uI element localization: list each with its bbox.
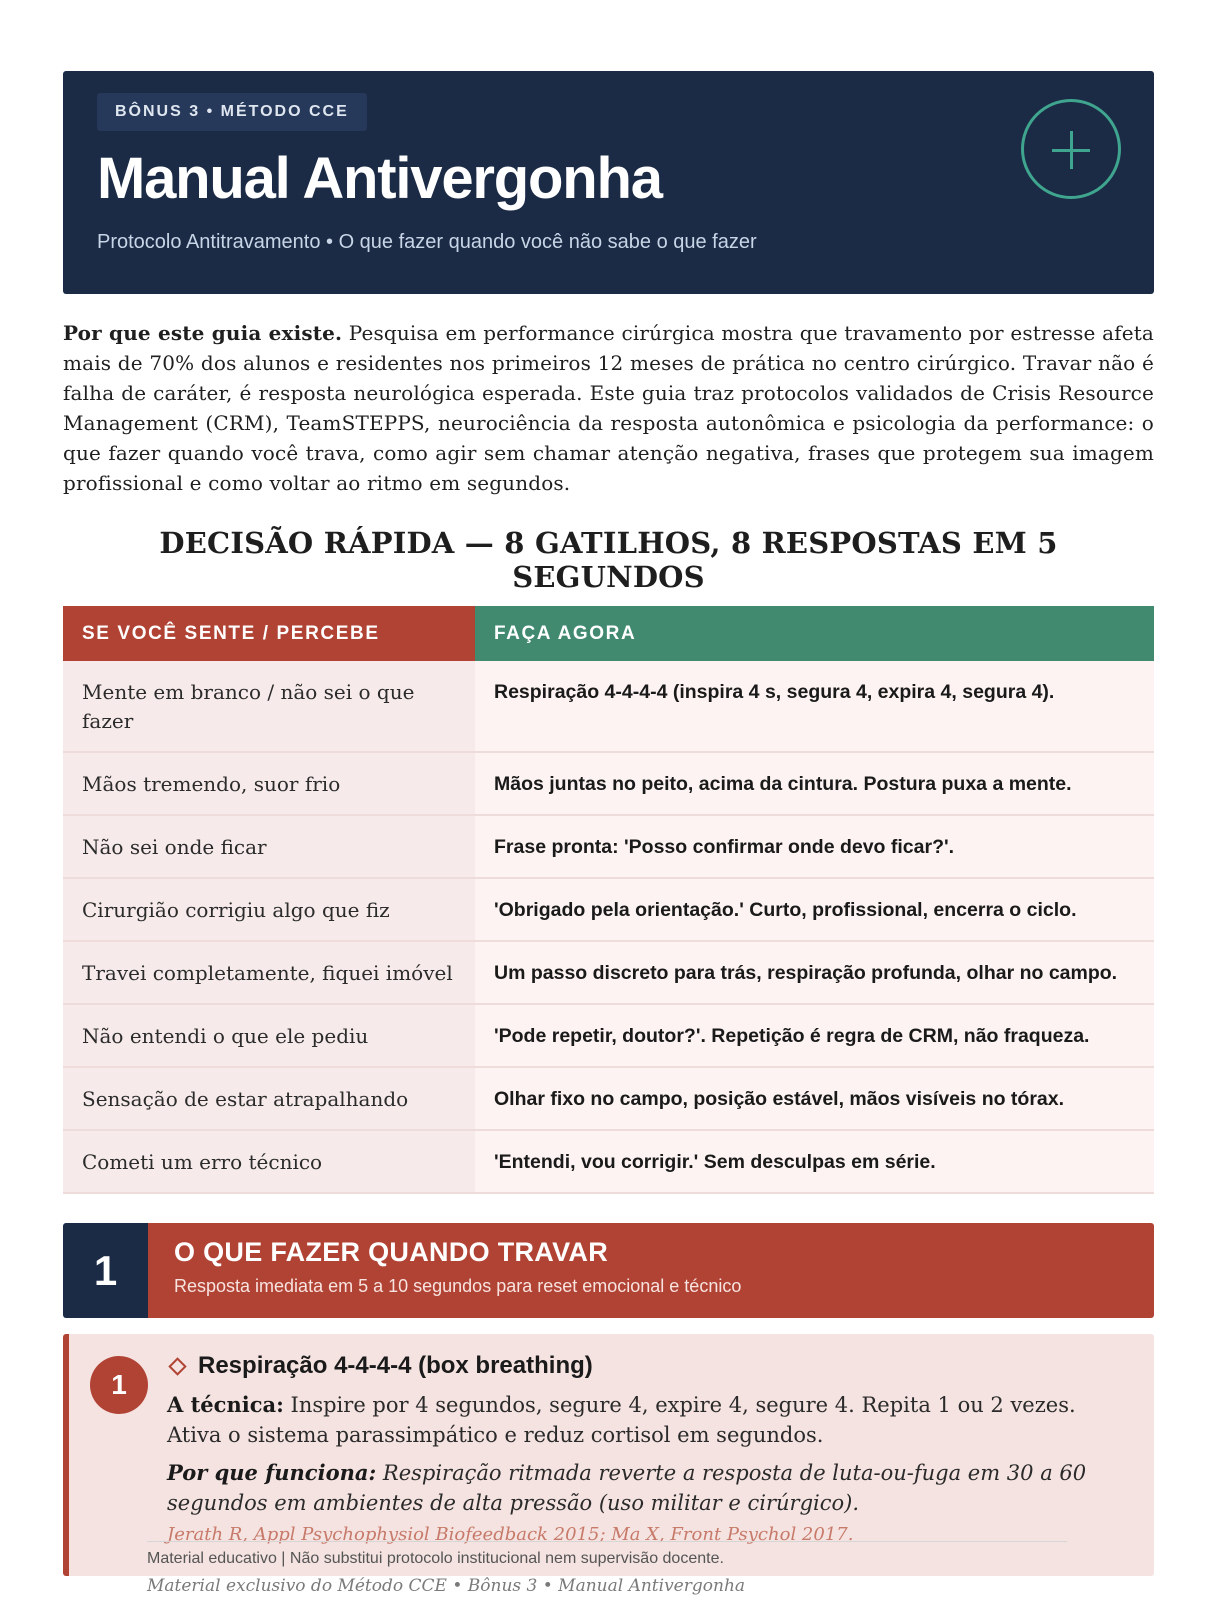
why-paragraph [167, 1458, 1132, 1518]
column-header-action: FAÇA AGORA [475, 606, 1154, 661]
why-text: Respiração ritmada reverte a resposta de luta-ou-fuga em 30 a 60 segundos em ambientes de alta pressão (uso militar e cirúrgico). [167, 1461, 1087, 1515]
table-row [63, 1004, 1154, 1067]
action-cell: Mãos juntas no peito, acima da cintura. Postura puxa a mente. [475, 752, 1154, 815]
action-cell: 'Pode repetir, doutor?'. Repetição é regra de CRM, não fraqueza. [475, 1004, 1154, 1067]
trigger-cell: Mãos tremendo, suor frio [63, 752, 475, 815]
trigger-cell: Não entendi o que ele pediu [63, 1004, 475, 1067]
table-row [63, 661, 1154, 752]
trigger-cell: Sensação de estar atrapalhando [63, 1067, 475, 1130]
trigger-cell: Mente em branco / não sei o que fazer [63, 661, 475, 752]
page-title: Manual Antivergonha [97, 146, 662, 211]
why-label: Por que funciona: [167, 1460, 377, 1485]
technique-card [63, 1334, 1154, 1576]
action-cell: 'Obrigado pela orientação.' Curto, profissional, encerra o ciclo. [475, 878, 1154, 941]
action-cell: Frase pronta: 'Posso confirmar onde devo ficar?'. [475, 815, 1154, 878]
table-header-row [63, 606, 1154, 661]
card-title: Respiração 4-4-4-4 (box breathing) [198, 1352, 593, 1379]
page [63, 71, 1154, 1576]
card-title-row [167, 1352, 1132, 1380]
table-row [63, 878, 1154, 941]
trigger-cell: Cirurgião corrigiu algo que fiz [63, 878, 475, 941]
action-cell: 'Entendi, vou corrigir.' Sem desculpas em série. [475, 1130, 1154, 1193]
section-number: 1 [63, 1223, 148, 1318]
section-header-body [148, 1223, 1154, 1318]
header-banner [63, 71, 1154, 294]
technique-label: A técnica: [167, 1392, 284, 1417]
table-row [63, 815, 1154, 878]
technique-paragraph [167, 1390, 1132, 1450]
page-subtitle: Protocolo Antitravamento • O que fazer quando você não sabe o que fazer [97, 231, 757, 253]
card-number-badge: 1 [90, 1356, 148, 1414]
action-cell: Olhar fixo no campo, posição estável, mãos visíveis no tórax. [475, 1067, 1154, 1130]
action-cell: Respiração 4-4-4-4 (inspira 4 s, segura 4, expira 4, segura 4). [475, 661, 1154, 752]
page-footer [147, 1541, 1067, 1596]
table-row [63, 1067, 1154, 1130]
intro-lead: Por que este guia existe. [63, 321, 343, 345]
section-header [63, 1223, 1154, 1318]
diamond-icon [168, 1357, 186, 1375]
trigger-cell: Cometi um erro técnico [63, 1130, 475, 1193]
trigger-cell: Não sei onde ficar [63, 815, 475, 878]
decision-table [63, 606, 1154, 1194]
table-row [63, 1130, 1154, 1193]
table-row [63, 941, 1154, 1004]
section-subtitle: Resposta imediata em 5 a 10 segundos para reset emocional e técnico [174, 1276, 742, 1296]
reference-citation: Jerath R, Appl Psychophysiol Biofeedback 2015; Ma X, Front Psychol 2017. [167, 1524, 854, 1545]
plus-circle-icon [1021, 99, 1121, 199]
footer-credit: Material exclusivo do Método CCE • Bônus 3 • Manual Antivergonha [147, 1576, 746, 1596]
bonus-badge: BÔNUS 3 • MÉTODO CCE [97, 93, 367, 131]
action-cell: Um passo discreto para trás, respiração profunda, olhar no campo. [475, 941, 1154, 1004]
trigger-cell: Travei completamente, fiquei imóvel [63, 941, 475, 1004]
footer-disclaimer: Material educativo | Não substitui protocolo institucional nem supervisão docente. [147, 1550, 724, 1567]
table-row [63, 752, 1154, 815]
intro-paragraph [63, 318, 1154, 498]
intro-text: Pesquisa em performance cirúrgica mostra que travamento por estresse afeta mais de 70% dos alunos e residentes nos primeiros 12 meses de prática no centro cirúrgico. Travar não é falha de caráter, é resposta neurológica esperada. Este guia traz protocolos validados de Crisis Resource Management (CRM), TeamSTEPPS, neurociência da resposta autonômica e psicologia da performance: o que fazer quando você trava, como agir sem chamar atenção negativa, frases que protegem sua imagem profissional e como voltar ao ritmo em segundos. [63, 321, 1154, 495]
column-header-trigger: SE VOCÊ SENTE / PERCEBE [63, 606, 475, 661]
decision-title: DECISÃO RÁPIDA — 8 GATILHOS, 8 RESPOSTAS EM 5 SEGUNDOS [159, 526, 1058, 594]
section-title: O QUE FAZER QUANDO TRAVAR [174, 1237, 609, 1267]
technique-text: Inspire por 4 segundos, segure 4, expire 4, segure 4. Repita 1 ou 2 vezes. Ativa o sistema parassimpático e reduz cortisol em segundos. [167, 1393, 1076, 1447]
